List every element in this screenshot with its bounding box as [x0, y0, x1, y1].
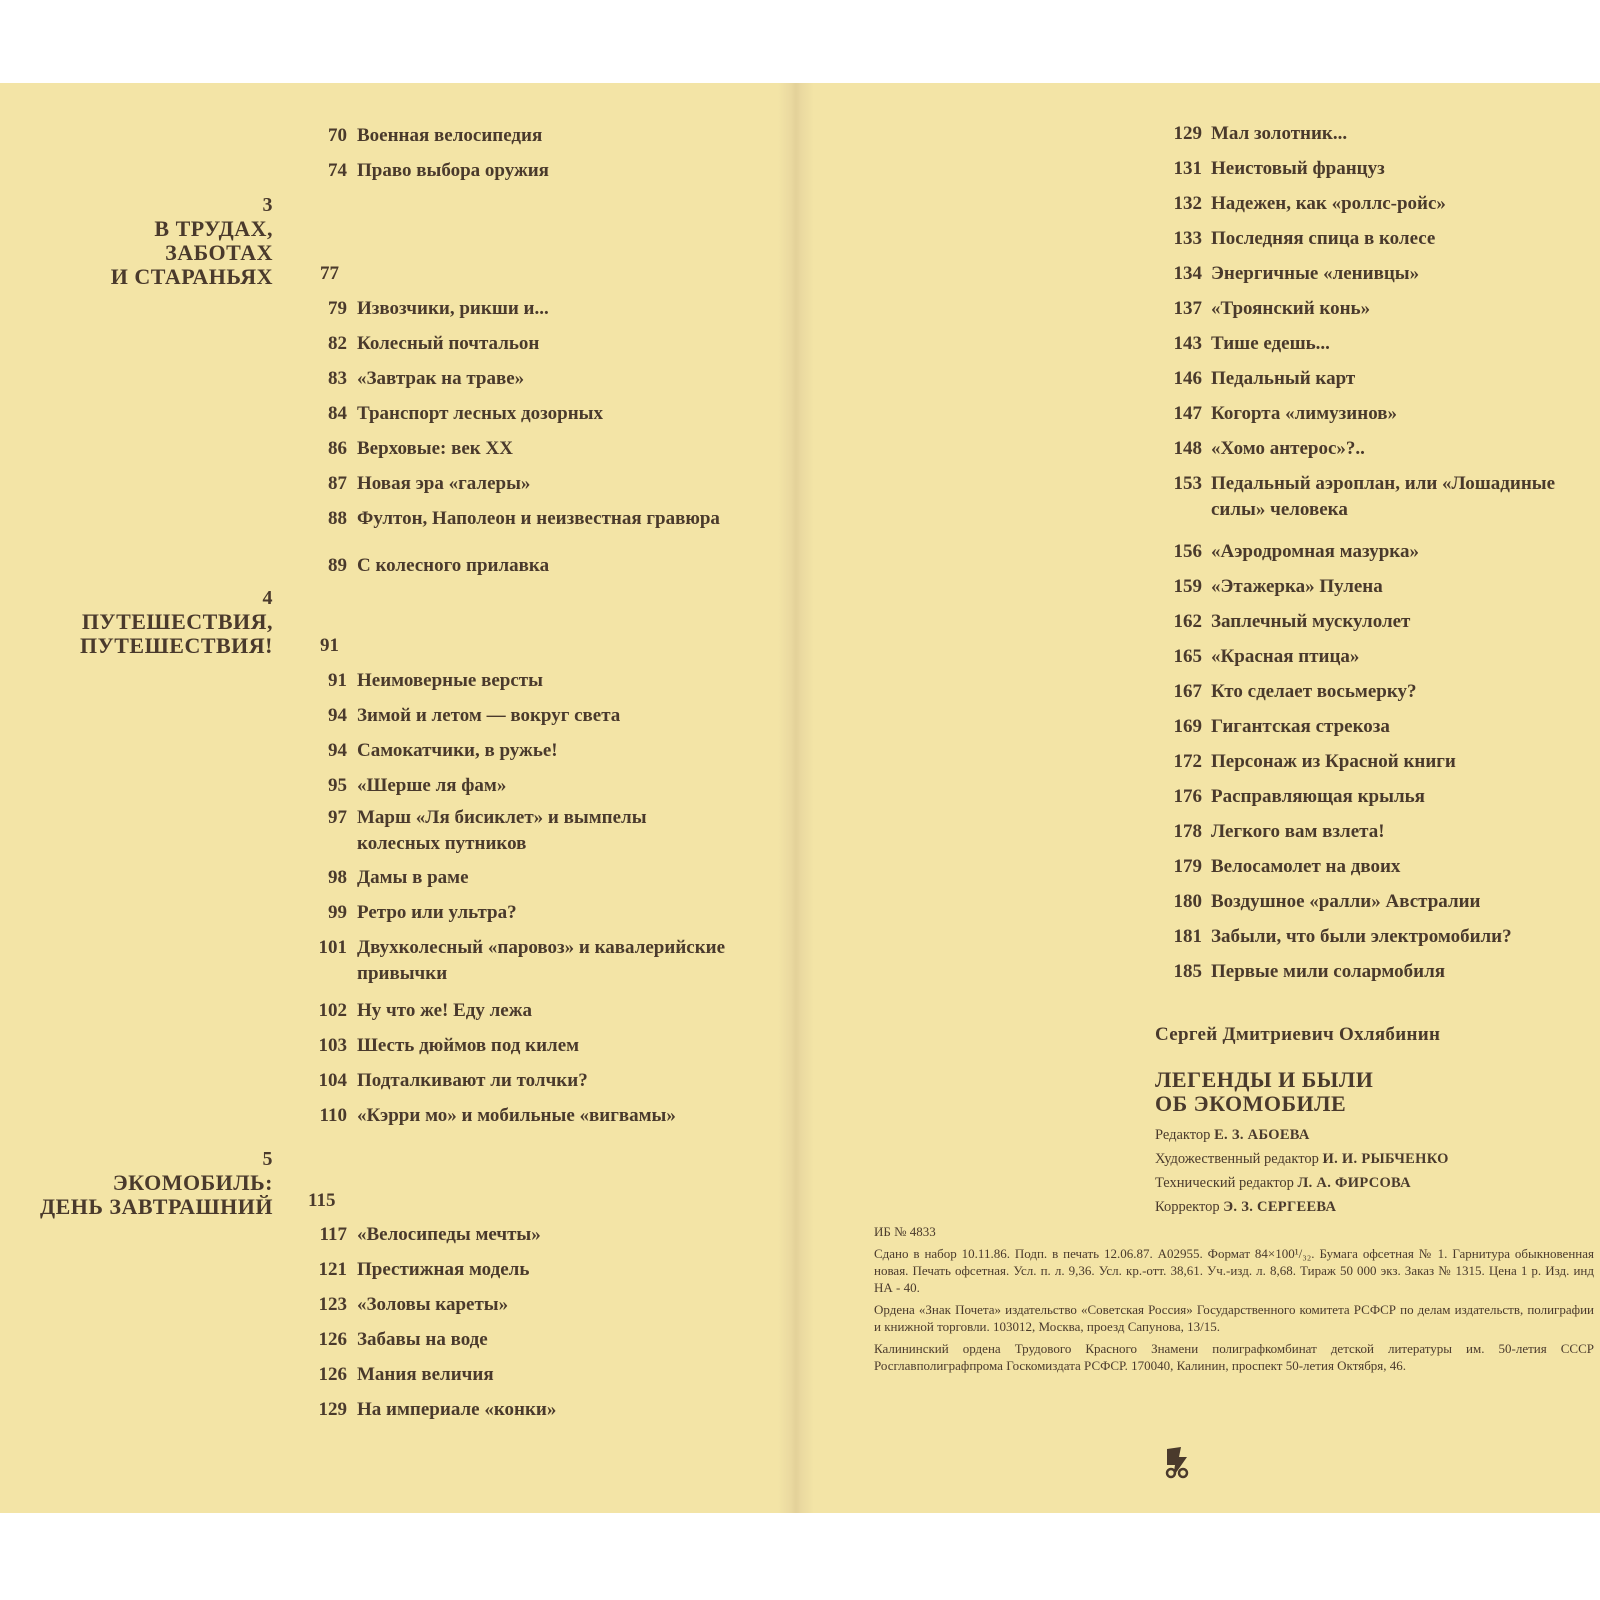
credit-name: И. И. РЫБЧЕНКО [1322, 1151, 1449, 1167]
toc-page-number: 162 [1173, 611, 1202, 632]
book-title: ЛЕГЕНДЫ И БЫЛИ ОБ ЭКОМОБИЛЕ [1155, 1067, 1374, 1116]
toc-title: Первые мили солармобиля [1211, 961, 1446, 982]
toc-title: Ретро или ультра? [357, 902, 517, 923]
toc-title: Самокатчики, в ружье! [357, 740, 558, 761]
toc-title: Ну что же! Еду лежа [357, 1000, 533, 1021]
toc-title: Шесть дюймов под килем [357, 1035, 580, 1056]
toc-page-number: 159 [1173, 576, 1202, 597]
author-name: Сергей Дмитриевич Охлябинин [1155, 1024, 1441, 1045]
toc-page-number: 156 [1173, 541, 1202, 562]
toc-page-number: 102 [318, 1000, 347, 1021]
imprint-paragraph: Сдано в набор 10.11.86. Подп. в печать 12.06.87. А02955. Формат 84×100¹/₃₂. Бумага офсетная № 1. Гарнитура обыкновенная новая. Печать офсетная. Усл. п. л. 9,36. Усл. кр.-отт. 38,61. Уч.-изд. л. 8,68. Тираж 50 000 экз. Заказ № 1315. Цена 1 р. Изд. инд НА - 40. [874, 1246, 1594, 1295]
toc-title: Подталкивают ли толчки? [357, 1070, 588, 1091]
section-title: В ТРУДАХ, ЗАБОТАХ И СТАРАНЬЯХ [110, 216, 273, 289]
toc-title: Военная велосипедия [357, 125, 543, 146]
toc-title: На империале «конки» [357, 1399, 557, 1420]
publisher-logo-icon [1159, 1443, 1193, 1483]
toc-title: Расправляющая крылья [1211, 786, 1425, 807]
toc-title: Когорта «лимузинов» [1211, 403, 1397, 424]
toc-page-number: 70 [328, 125, 347, 146]
toc-title: Персонаж из Красной книги [1211, 751, 1456, 772]
toc-page-number: 129 [318, 1399, 347, 1420]
credits-block [1155, 1123, 1449, 1219]
toc-title: С колесного прилавка [357, 555, 550, 576]
toc-title: «Завтрак на траве» [357, 368, 525, 389]
toc-title: Педальный карт [1211, 368, 1356, 389]
toc-page-number: 181 [1173, 926, 1202, 947]
toc-title: Надежен, как «роллс-ройс» [1211, 193, 1446, 214]
toc-page-number: 121 [318, 1259, 347, 1280]
toc-page-number: 137 [1173, 298, 1202, 319]
book-gutter [778, 83, 814, 1513]
toc-title: Престижная модель [357, 1259, 530, 1280]
toc-title: Тише едешь... [1211, 333, 1330, 354]
toc-title: Транспорт лесных дозорных [357, 403, 604, 424]
right-page [814, 83, 1600, 1513]
toc-page-number: 178 [1173, 821, 1202, 842]
toc-title: Мания величия [357, 1364, 494, 1385]
toc-page-number: 74 [328, 160, 347, 181]
credit-role: Редактор [1155, 1127, 1215, 1143]
toc-title: «Шерше ля фам» [357, 775, 507, 796]
toc-page-number: 176 [1173, 786, 1202, 807]
imprint-paragraph: ИБ № 4833 [874, 1224, 936, 1239]
imprint-paragraph: Калининский ордена Трудового Красного Знамени полиграфкомбинат детской литературы им. 50-летия СССР Росглавполиграфпрома Госкомиздата РСФСР. 170040, Калинин, проспект 50-летия Октября, 46. [874, 1341, 1594, 1373]
toc-page-number: 123 [318, 1294, 347, 1315]
toc-title: Двухколесный «паровоз» и кавалерийские привычки [357, 937, 726, 984]
toc-page-number: 147 [1173, 403, 1202, 424]
toc-title: Право выбора оружия [357, 160, 549, 181]
toc-title: Велосамолет на двоих [1211, 856, 1401, 877]
toc-title: Неистовый француз [1211, 158, 1385, 179]
toc-page-number: 134 [1173, 263, 1202, 284]
toc-page-number: 180 [1173, 891, 1202, 912]
toc-page-number: 153 [1173, 473, 1202, 494]
toc-title: Педальный аэроплан, или «Лошадиные силы» человека [1211, 473, 1556, 520]
toc-page-number: 169 [1173, 716, 1202, 737]
toc-title: Энергичные «ленивцы» [1211, 263, 1420, 284]
toc-title: Кто сделает восьмерку? [1211, 681, 1417, 702]
toc-page-number: 126 [318, 1364, 347, 1385]
credit-role: Корректор [1155, 1199, 1224, 1215]
toc-title: «Красная птица» [1211, 646, 1360, 667]
toc-title: «Велосипеды мечты» [357, 1224, 541, 1245]
credit-line [1155, 1171, 1449, 1195]
toc-page-number: 79 [328, 298, 347, 319]
toc-page-number: 148 [1173, 438, 1202, 459]
toc-page-number: 94 [328, 705, 347, 726]
credit-role: Технический редактор [1155, 1175, 1298, 1191]
credit-role: Художественный редактор [1155, 1151, 1323, 1167]
toc-title: Марш «Ля бисиклет» и вымпелы колесных путников [357, 807, 647, 854]
toc-page-number: 88 [328, 508, 347, 529]
toc-page-number: 129 [1173, 123, 1202, 144]
toc-page-number: 117 [319, 1224, 347, 1245]
toc-title: Извозчики, рикши и... [357, 298, 549, 319]
section-page-4: 91 [320, 635, 339, 656]
section-number: 4 [262, 587, 273, 609]
toc-page-number: 89 [328, 555, 347, 576]
toc-page-number: 87 [328, 473, 347, 494]
toc-page-number: 179 [1173, 856, 1202, 877]
credit-line [1155, 1147, 1449, 1171]
toc-title: Новая эра «галеры» [357, 473, 531, 494]
toc-title: «Золовы кареты» [357, 1294, 509, 1315]
toc-title: «Этажерка» Пулена [1211, 576, 1383, 597]
toc-page-number: 84 [328, 403, 347, 424]
toc-title: Последняя спица в колесе [1211, 228, 1436, 249]
toc-title: Верховые: век XX [357, 438, 513, 459]
credit-name: Е. З. АБОЕВА [1214, 1127, 1310, 1143]
toc-title: Зимой и летом — вокруг света [357, 705, 621, 726]
section-number: 5 [262, 1148, 273, 1170]
toc-title: Заплечный мускулолет [1211, 611, 1411, 632]
section-title: ЭКОМОБИЛЬ: ДЕНЬ ЗАВТРАШНИЙ [39, 1170, 273, 1219]
toc-title: Мал золотник... [1211, 123, 1348, 144]
toc-page-number: 98 [328, 867, 347, 888]
toc-page-number: 91 [328, 670, 347, 691]
toc-page-number: 104 [318, 1070, 347, 1091]
toc-title: «Троянский конь» [1211, 298, 1371, 319]
credit-line [1155, 1123, 1449, 1147]
toc-page-number: 82 [328, 333, 347, 354]
book-spread [0, 83, 1600, 1513]
toc-page-number: 185 [1173, 961, 1202, 982]
toc-title: Забавы на воде [357, 1329, 488, 1350]
toc-page-number: 133 [1173, 228, 1202, 249]
toc-page-number: 86 [328, 438, 347, 459]
toc-page-number: 143 [1173, 333, 1202, 354]
imprint-block [874, 1223, 1594, 1379]
toc-title: Легкого вам взлета! [1211, 821, 1385, 842]
toc-page-number: 146 [1173, 368, 1202, 389]
toc-page-number: 167 [1173, 681, 1202, 702]
toc-page-number: 172 [1173, 751, 1202, 772]
credit-line [1155, 1195, 1449, 1219]
left-page [0, 83, 778, 1513]
toc-page-number: 94 [328, 740, 347, 761]
toc-page-number: 132 [1173, 193, 1202, 214]
imprint-paragraph: Ордена «Знак Почета» издательство «Советская Россия» Государственного комитета РСФСР по делам издательств, полиграфии и книжной торговли. 103012, Москва, проезд Сапунова, 13/15. [874, 1302, 1594, 1334]
section-page-5: 115 [308, 1190, 336, 1211]
toc-title: Неимоверные версты [357, 670, 543, 691]
toc-page-number: 131 [1173, 158, 1202, 179]
toc-title: Колесный почтальон [357, 333, 540, 354]
toc-page-number: 99 [328, 902, 347, 923]
toc-title: Гигантская стрекоза [1211, 716, 1390, 737]
section-title: ПУТЕШЕСТВИЯ, ПУТЕШЕСТВИЯ! [80, 609, 273, 658]
toc-page-number: 126 [318, 1329, 347, 1350]
credit-name: Э. З. СЕРГЕЕВА [1223, 1199, 1337, 1215]
toc-title: «Хомо антерос»?.. [1211, 438, 1365, 459]
section-number: 3 [262, 194, 273, 216]
section-heading-4 [80, 586, 273, 658]
toc-title: «Кэрри мо» и мобильные «вигвамы» [357, 1105, 676, 1126]
credit-name: Л. А. ФИРСОВА [1297, 1175, 1411, 1191]
toc-page-number: 103 [318, 1035, 347, 1056]
toc-page-number: 97 [328, 807, 347, 828]
toc-page-number: 165 [1173, 646, 1202, 667]
toc-title: Дамы в раме [357, 867, 469, 888]
toc-title: Фултон, Наполеон и неизвестная гравюра [357, 508, 720, 529]
toc-page-number: 83 [328, 368, 347, 389]
section-heading-5 [40, 1147, 273, 1219]
section-page-3: 77 [320, 263, 339, 284]
toc-title: Забыли, что были электромобили? [1211, 926, 1512, 947]
toc-page-number: 110 [319, 1105, 347, 1126]
toc-page-number: 95 [328, 775, 347, 796]
toc-title: «Аэродромная мазурка» [1211, 541, 1419, 562]
section-heading-3 [111, 193, 273, 289]
toc-title: Воздушное «ралли» Австралии [1211, 891, 1481, 912]
toc-page-number: 101 [318, 937, 347, 958]
